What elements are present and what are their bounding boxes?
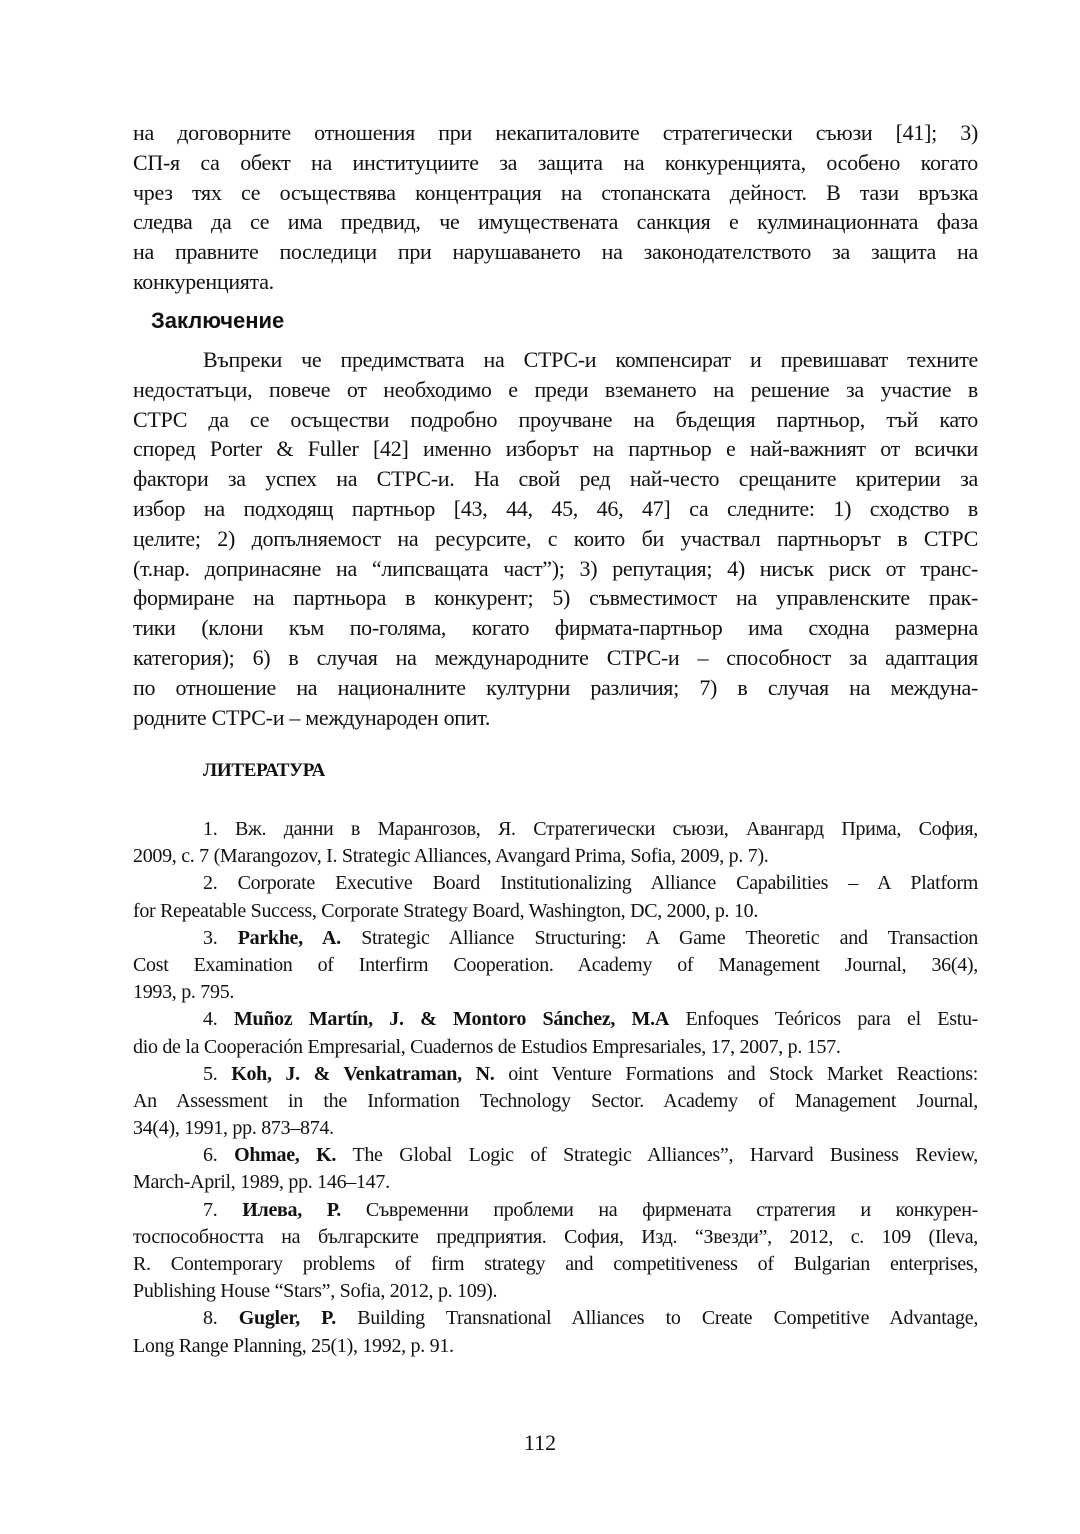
reference-item	[133, 1305, 978, 1359]
reference-text: 34(4), 1991, pp. 873–874.	[133, 1117, 334, 1140]
reference-author: Ohmae, K.	[234, 1144, 337, 1167]
text-line: целите; 2) допълняемост на ресурсите, с които би участвал партньорът в СТРС	[133, 525, 978, 551]
reference-author: Gugler, P.	[238, 1307, 336, 1330]
reference-text: R. Contemporary problems of firm strategy and competitiveness of Bulgarian enterprises,	[133, 1253, 978, 1275]
reference-item	[133, 925, 978, 1007]
reference-line	[133, 816, 978, 843]
reference-item	[133, 870, 978, 924]
conclusion-paragraph	[133, 345, 978, 732]
reference-text: 1993, p. 795.	[133, 981, 235, 1004]
reference-text: тоспособността на българските предприятия. София, Изд. “Звезди”, 2012, с. 109 (Ileva,	[133, 1225, 978, 1248]
reference-line	[133, 1006, 978, 1033]
reference-text: Вж. данни в Марангозов, Я. Стратегически съюзи, Авангард Прима, София,	[234, 818, 978, 840]
reference-item	[133, 1061, 978, 1143]
text-line: категория); 6) в случая на международните СТРС-и – способност за адаптация	[133, 644, 978, 670]
text-line: родните СТРС-и – международен опит.	[133, 704, 491, 730]
reference-line	[133, 870, 978, 897]
reference-line	[133, 1305, 978, 1332]
reference-text: Съвременни проблеми на фирмената стратегия и конкурен-	[365, 1198, 978, 1221]
reference-line	[133, 952, 978, 979]
text-line: СТРС да се осъществи подробно проучване на бъдещия партньор, тъй като	[133, 406, 978, 432]
text-line: избор на подходящ партньор [43, 44, 45, 46, 47] са следните: 1) сходство в	[133, 495, 978, 521]
reference-number: 5.	[203, 1062, 218, 1085]
text-line: формиране на партньора в конкурент; 5) съвместимост на управленските прак-	[133, 585, 978, 611]
reference-item	[133, 1142, 978, 1196]
reference-number: 6.	[203, 1144, 218, 1167]
reference-author: Parkhe, A.	[237, 926, 341, 949]
text-line: чрез тях се осъществява концентрация на стопанската дейност. В тази връзка	[133, 179, 978, 205]
text-line: фактори за успех на СТРС-и. На свой ред най-често срещаните критерии за	[133, 466, 978, 492]
reference-line	[133, 1333, 978, 1360]
reference-item	[133, 1006, 978, 1060]
reference-line	[133, 1115, 978, 1142]
reference-line	[133, 979, 978, 1006]
reference-text: for Repeatable Success, Corporate Strategy Board, Washington, DC, 2000, p. 10.	[133, 899, 759, 922]
reference-text: Corporate Executive Board Institutionalizing Alliance Capabilities – A Platform	[237, 872, 978, 895]
reference-item	[133, 816, 978, 870]
section-heading: Заключение	[151, 308, 285, 333]
reference-text: An Assessment in the Information Technology Sector. Academy of Management Journal,	[133, 1089, 978, 1112]
reference-number: 8.	[203, 1307, 218, 1330]
reference-text: Enfoques Teóricos para el Estu-	[685, 1008, 978, 1031]
text-line: на договорните отношения при некапиталовите стратегически съюзи [41]; 3)	[133, 120, 978, 145]
reference-author: Илева, Р.	[242, 1198, 341, 1221]
text-line: недостатъци, повече от необходимо е преди вземането на решение за участие в	[133, 376, 978, 402]
reference-text: The Global Logic of Strategic Alliances”, Harvard Business Review,	[352, 1144, 978, 1167]
reference-line	[133, 1034, 978, 1061]
reference-line	[133, 1061, 978, 1088]
text-line: на правните последици при нарушаването на законодателството за защита на	[133, 239, 978, 265]
reference-number: 2.	[203, 872, 218, 895]
reference-line	[133, 1224, 978, 1251]
reference-number: 4.	[203, 1008, 218, 1031]
text-line: по отношение на националните културни различия; 7) в случая на междуна-	[133, 674, 978, 700]
paragraph-continuation	[133, 118, 978, 297]
reference-text: Building Transnational Alliances to Create Competitive Advantage,	[357, 1307, 978, 1330]
reference-number: 3.	[203, 926, 218, 949]
references-heading: ЛИТЕРАТУРА	[203, 760, 326, 781]
reference-item	[133, 1197, 978, 1306]
text-line: (т.нар. допринасяне на “липсващата част”); 3) репутация; 4) нисък риск от транс-	[133, 555, 978, 581]
reference-line	[133, 1251, 978, 1278]
page-number: 112	[523, 1430, 557, 1455]
reference-author: Koh, J. & Venkatraman, N.	[231, 1062, 495, 1085]
text-line: тики (клони към по-голяма, когато фирмата-партньор има сходна размерна	[133, 615, 978, 641]
reference-line	[133, 1088, 978, 1115]
reference-line	[133, 843, 978, 870]
reference-line	[133, 1169, 978, 1196]
reference-text: Long Range Planning, 25(1), 1992, p. 91.	[133, 1334, 454, 1357]
reference-text: Publishing House “Stars”, Sofia, 2012, p. 109).	[133, 1280, 498, 1303]
text-line: следва да се има предвид, че имуществената санкция е кулминационната фаза	[133, 209, 978, 235]
reference-number: 7.	[203, 1198, 218, 1221]
reference-number: 1.	[203, 818, 218, 840]
reference-text: Cost Examination of Interfirm Cooperation. Academy of Management Journal, 36(4),	[133, 953, 978, 976]
text-line: СП-я са обект на институциите за защита на конкуренцията, особено когато	[133, 149, 978, 175]
references-list	[133, 816, 978, 1360]
reference-text: 2009, с. 7 (Marangozov, I. Strategic Alliances, Avangard Prima, Sofia, 2009, p. 7).	[133, 845, 769, 868]
reference-text: March-April, 1989, pp. 146–147.	[133, 1171, 390, 1194]
reference-line	[133, 898, 978, 925]
reference-author: Muñoz Martín, J. & Montoro Sánchez, M.A	[233, 1008, 669, 1031]
reference-text: dio de la Cooperación Empresarial, Cuadernos de Estudios Empresariales, 17, 2007, p. 157.	[133, 1035, 841, 1058]
text-line: според Porter & Fuller [42] именно изборът на партньор е най-важният от всички	[133, 436, 978, 462]
reference-text: oint Venture Formations and Stock Market Reactions:	[508, 1062, 978, 1085]
reference-line	[133, 1197, 978, 1224]
reference-line	[133, 925, 978, 952]
reference-text: Strategic Alliance Structuring: A Game Theoretic and Transaction	[361, 926, 978, 949]
text-line: конкуренцията.	[133, 268, 274, 294]
text-line: Въпреки че предимствата на СТРС-и компенсират и превишават техните	[203, 347, 978, 372]
reference-line	[133, 1278, 978, 1305]
reference-line	[133, 1142, 978, 1169]
